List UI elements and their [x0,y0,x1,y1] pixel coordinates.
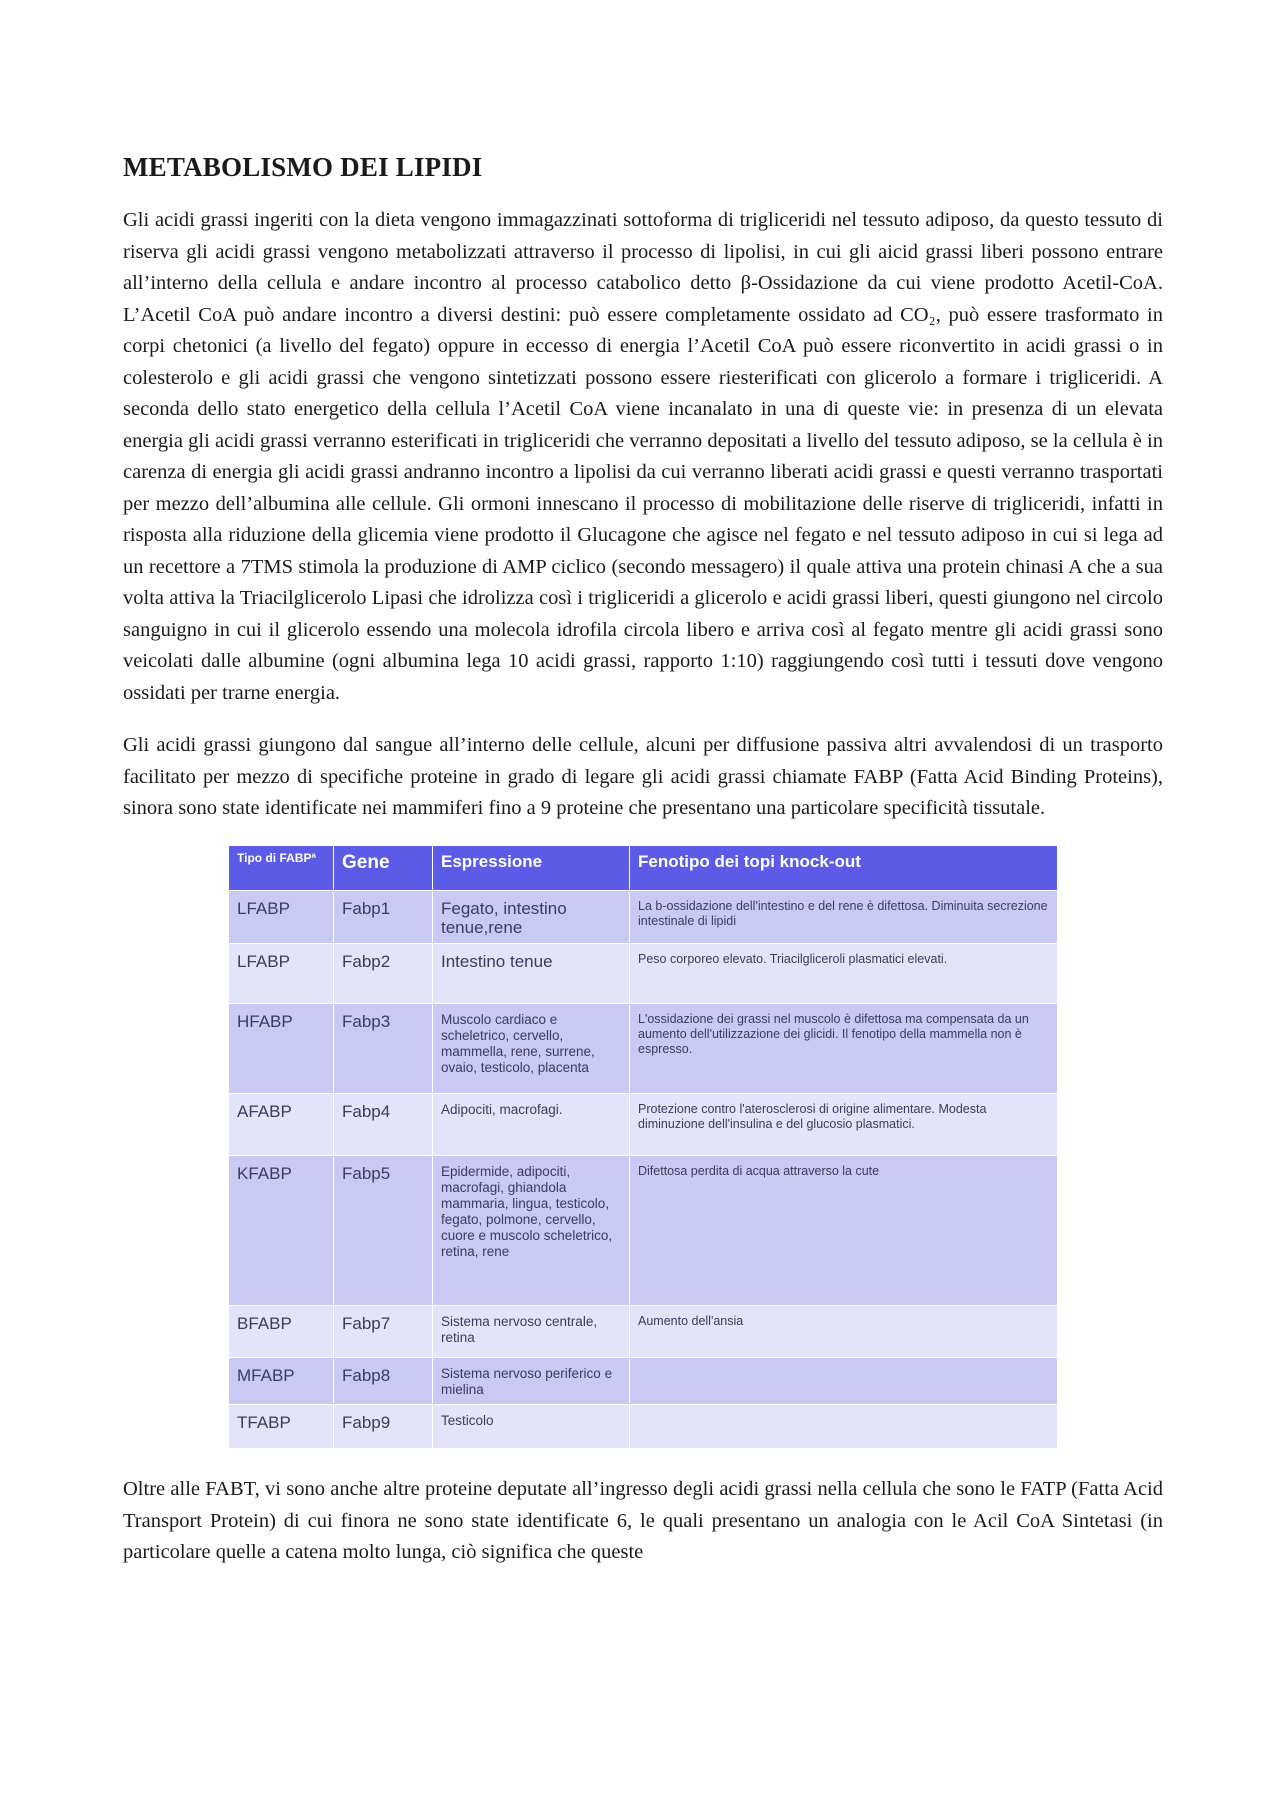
cell-gene: Fabp3 [334,1003,433,1093]
header-tipo: Tipo di FABPª [229,846,334,891]
cell-fenotipo: Peso corporeo elevato. Triacilgliceroli plasmatici elevati. [630,943,1058,1003]
cell-tipo: KFABP [229,1155,334,1305]
header-fenotipo: Fenotipo dei topi knock-out [630,846,1058,891]
cell-gene: Fabp2 [334,943,433,1003]
table-row [229,1404,1057,1448]
cell-fenotipo: Protezione contro l'aterosclerosi di origine alimentare. Modesta diminuzione dell'insulina e del glucosio plasmatici. [630,1093,1058,1155]
table-row [229,1357,1057,1404]
cell-tipo: LFABP [229,890,334,943]
cell-tipo: LFABP [229,943,334,1003]
paragraph-intro: Gli acidi grassi ingeriti con la dieta vengono immagazzinati sottoforma di trigliceridi nel tessuto adiposo, da questo tessuto di riserva gli acidi grassi vengono metabolizzati attraverso il processo di lipolisi, in cui gli aicid grassi liberi possono entrare all’interno della cellula e andare incontro al processo catabolico detto β-Ossidazione da cui viene prodotto Acetil-CoA. L’Acetil CoA può andare incontro a diversi destini: può essere completamente ossidato ad CO₂, può essere trasformato in corpi chetonici (a livello del fegato) oppure in eccesso di energia l’Acetil CoA può essere riconvertito in acidi grassi o in colesterolo e gli acidi grassi che vengono sintetizzati possono essere riesterificati con glicerolo a formare i trigliceridi. A seconda dello stato energetico della cellula l’Acetil CoA viene incanalato in una di queste vie: in presenza di un elevata energia gli acidi grassi verranno esterificati in trigliceridi che verranno depositati a livello del tessuto adiposo, se la cellula è in carenza di energia gli acidi grassi andranno incontro a lipolisi da cui verranno liberati acidi grassi e questi verranno trasportati per mezzo dell’albumina alle cellule. Gli ormoni innescano il processo di mobilitazione delle riserve di trigliceridi, infatti in risposta alla riduzione della glicemia viene prodotto il Glucagone che agisce nel fegato e nel tessuto adiposo in cui si lega ad un recettore a 7TMS stimola la produzione di AMP ciclico (secondo messagero) il quale attiva una protein chinasi A che a sua volta attiva la Triacilglicerolo Lipasi che idrolizza così i trigliceridi a glicerolo e acidi grassi liberi, questi giungono nel circolo sanguigno in cui il glicerolo essendo una molecola idrofila circola libero e arriva così al fegato mentre gli acidi grassi sono veicolati dalle albumine (ogni albumina lega 10 acidi grassi, rapporto 1:10) raggiungendo così tutti i tessuti dove vengono ossidati per trarne energia. [123,209,1163,704]
cell-espressione: Testicolo [433,1404,630,1448]
paragraph-fatp: Oltre alle FABT, vi sono anche altre proteine deputate all’ingresso degli acidi grassi nella cellula che sono le FATP (Fatta Acid Transport Protein) di cui finora ne sono state identificate 6, le quali presentano un analogia con le Acil CoA Sintetasi (in particolare quelle a catena molto lunga, ciò significa che queste [123,1478,1163,1563]
cell-fenotipo: La b-ossidazione dell'intestino e del rene è difettosa. Diminuita secrezione intestinale di lipidi [630,890,1058,943]
cell-espressione: Epidermide, adipociti, macrofagi, ghiandola mammaria, lingua, testicolo, fegato, polmone, cervello, cuore e muscolo scheletrico, retina, rene [433,1155,630,1305]
cell-tipo: AFABP [229,1093,334,1155]
table-row [229,1093,1057,1155]
cell-fenotipo: Difettosa perdita di acqua attraverso la cute [630,1155,1058,1305]
cell-gene: Fabp1 [334,890,433,943]
cell-gene: Fabp7 [334,1305,433,1357]
table-row [229,1003,1057,1093]
table-row [229,943,1057,1003]
fabp-table-figure [229,846,1057,1449]
document-title: METABOLISMO DEI LIPIDI [123,152,483,182]
cell-espressione: Sistema nervoso periferico e mielina [433,1357,630,1404]
cell-espressione: Sistema nervoso centrale, retina [433,1305,630,1357]
cell-fenotipo: Aumento dell'ansia [630,1305,1058,1357]
cell-fenotipo: L'ossidazione dei grassi nel muscolo è difettosa ma compensata da un aumento dell'utilizzazione dei glicidi. Il fenotipo della mammella non è espresso. [630,1003,1058,1093]
cell-fenotipo [630,1357,1058,1404]
table-row [229,890,1057,943]
cell-fenotipo [630,1404,1058,1448]
cell-tipo: MFABP [229,1357,334,1404]
header-gene: Gene [334,846,433,891]
table-row [229,1155,1057,1305]
cell-espressione: Adipociti, macrofagi. [433,1093,630,1155]
cell-gene: Fabp5 [334,1155,433,1305]
fabp-table [229,846,1057,1449]
cell-gene: Fabp9 [334,1404,433,1448]
cell-tipo: HFABP [229,1003,334,1093]
cell-tipo: BFABP [229,1305,334,1357]
cell-espressione: Intestino tenue [433,943,630,1003]
cell-espressione: Muscolo cardiaco e scheletrico, cervello, mammella, rene, surrene, ovaio, testicolo, placenta [433,1003,630,1093]
cell-tipo: TFABP [229,1404,334,1448]
table-row [229,1305,1057,1357]
table-header-row [229,846,1057,891]
cell-gene: Fabp4 [334,1093,433,1155]
document-page [123,152,1163,1590]
paragraph-fabp: Gli acidi grassi giungono dal sangue all’interno delle cellule, alcuni per diffusione passiva altri avvalendosi di un trasporto facilitato per mezzo di specifiche proteine in grado di legare gli acidi grassi chiamate FABP (Fatta Acid Binding Proteins), sinora sono state identificate nei mammiferi fino a 9 proteine che presentano una particolare specificità tissutale. [123,734,1163,819]
cell-gene: Fabp8 [334,1357,433,1404]
header-espressione: Espressione [433,846,630,891]
cell-espressione: Fegato, intestino tenue,rene [433,890,630,943]
